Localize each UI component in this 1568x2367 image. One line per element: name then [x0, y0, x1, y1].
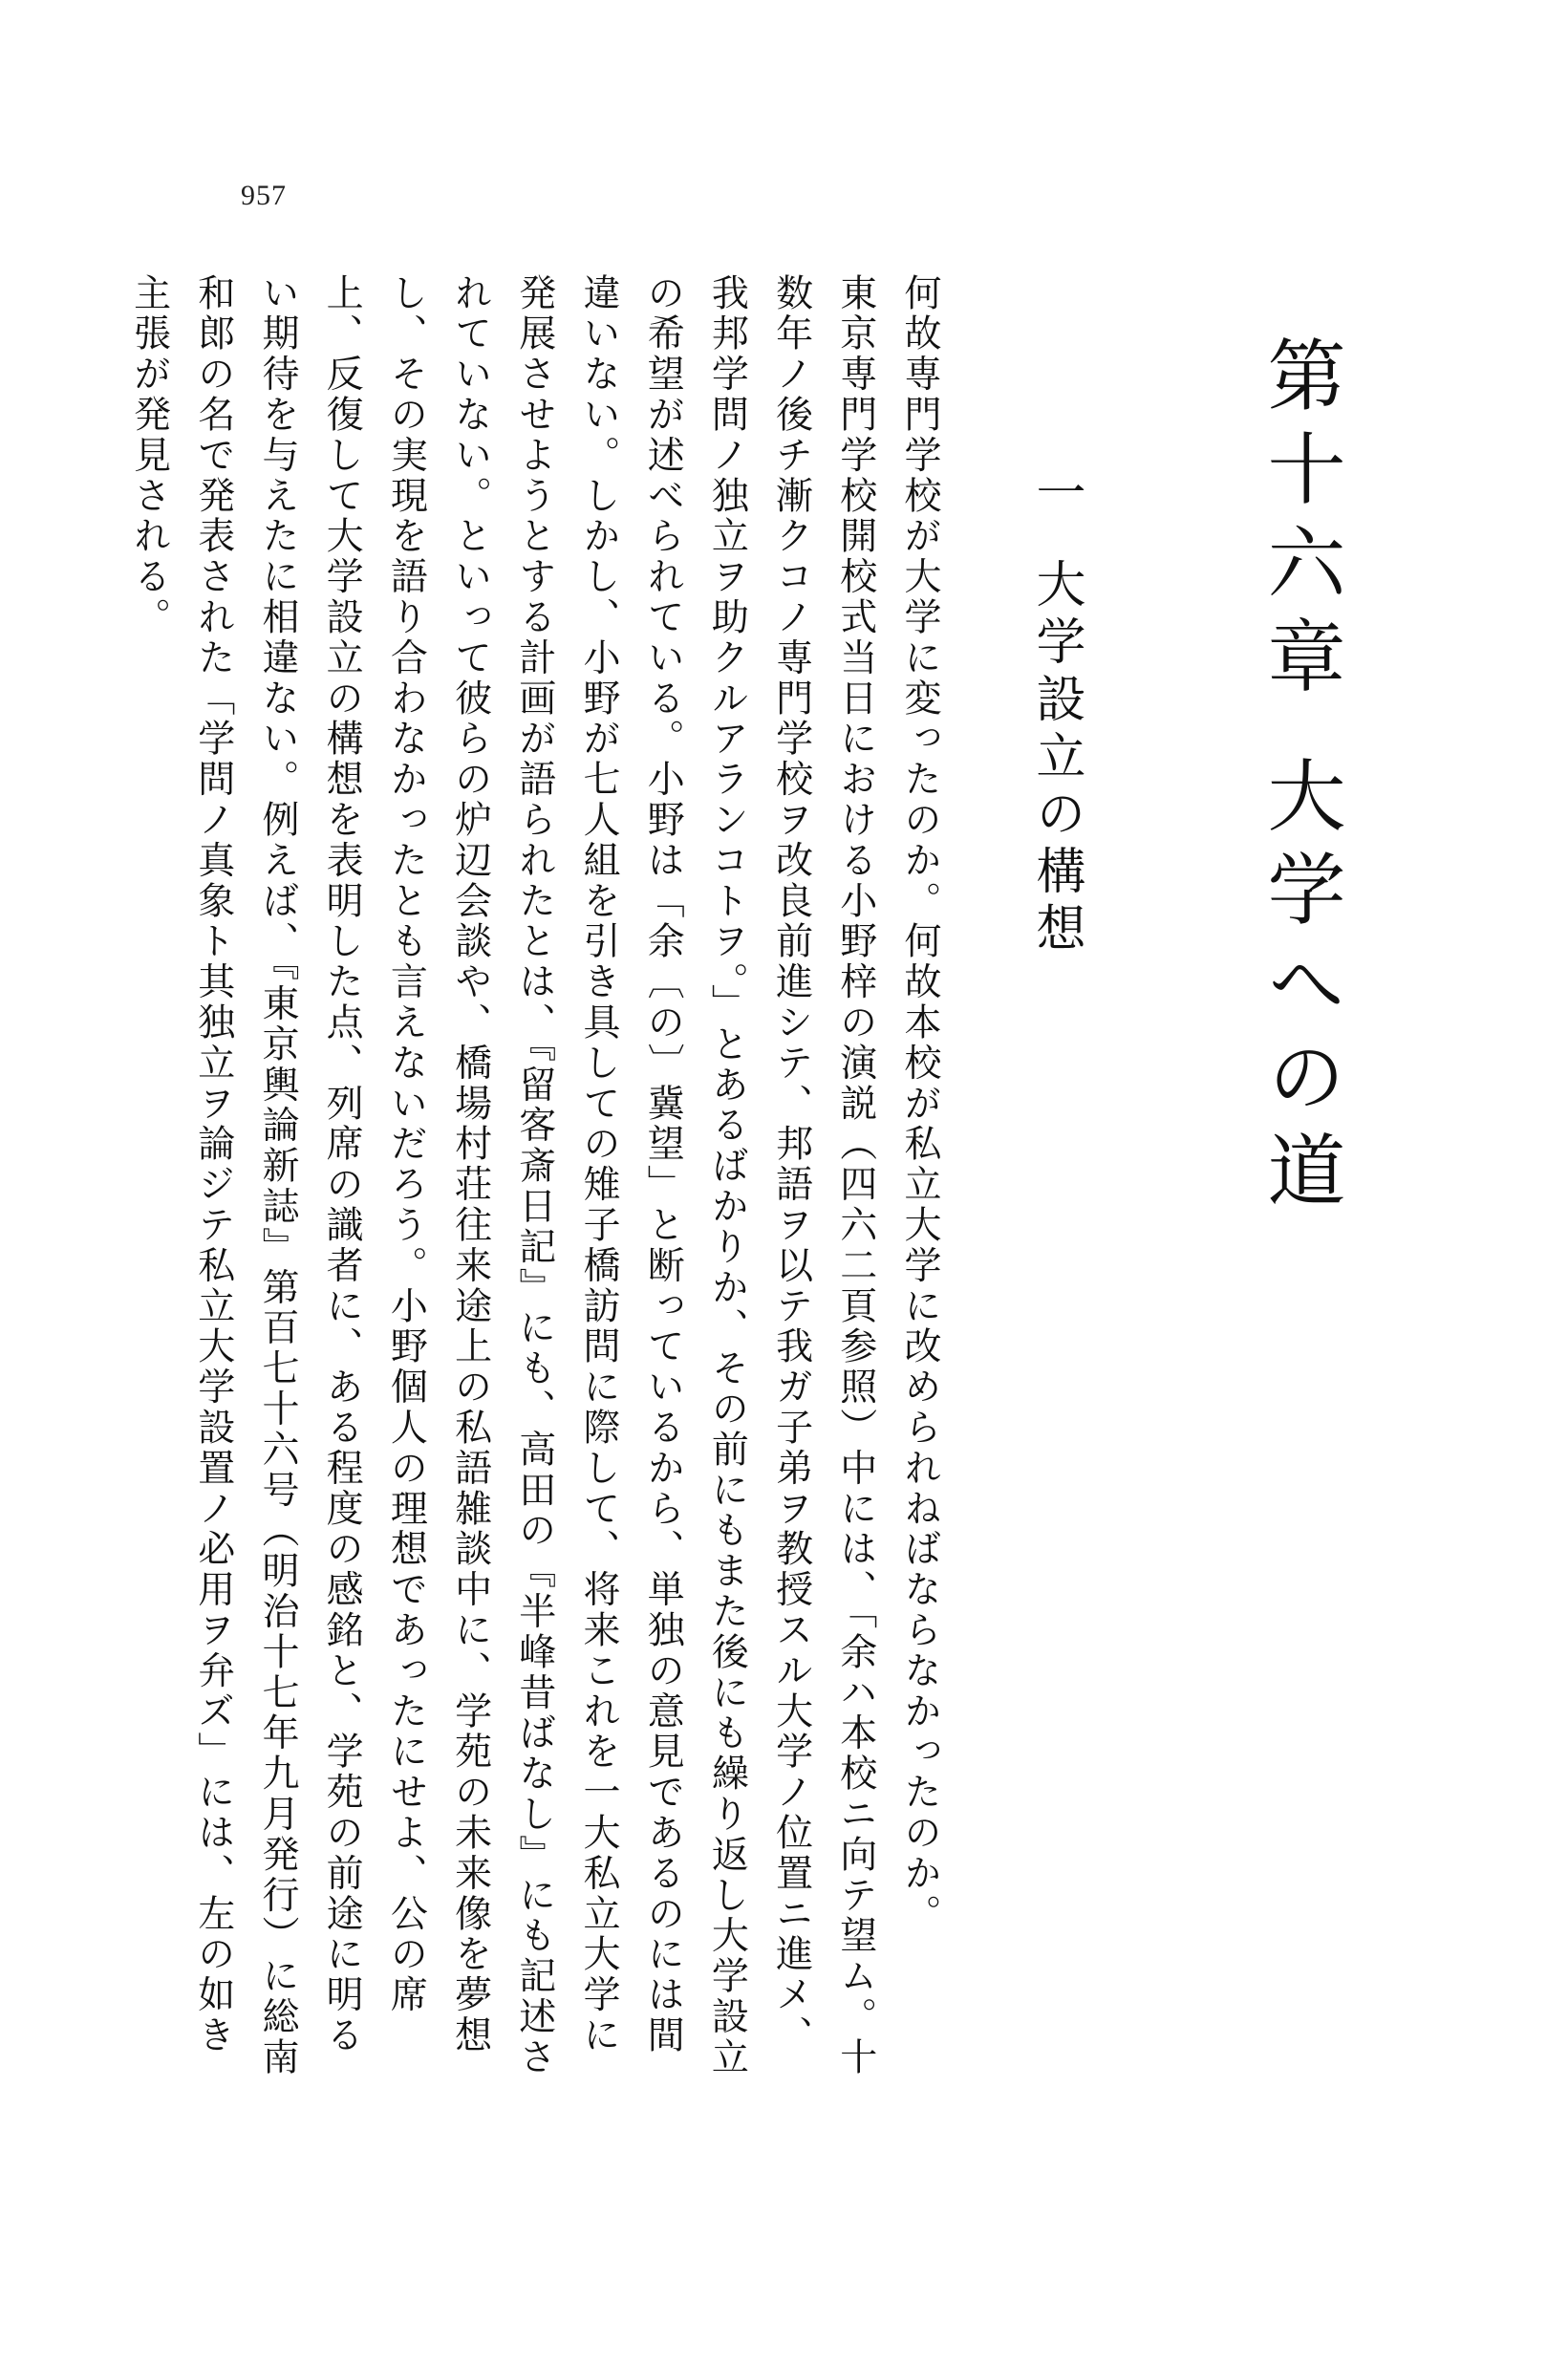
body-line: 輿論新誌』第百七十六号（明治十七年九月発行）に総南和郎の名で発表された「学問ノ真象ト其独立ヲ論ジテ私立大学	[191, 273, 299, 2078]
body-line: 設置ノ必用ヲ弁ズ」には、左の如き主張が発見される。	[127, 273, 235, 2056]
body-line: にも記述されていない。といって彼らの炉辺会談や、橋場村荘往来途上の私語雑談中に、学苑の未来像を夢想し、そ	[384, 273, 556, 2078]
body-line: トヲ。」とあるばかりか、その前にもまた後にも繰り返し大学設立の希望が述べられている。小野は「余〔の〕冀望」	[641, 273, 749, 2078]
body-line: 想を表明した点、列席の識者に、ある程度の感銘と、学苑の前途に明るい期待を与えたに相違ない。例えば、『東京	[255, 273, 364, 2056]
section-heading	[1013, 466, 1099, 963]
body-paragraph	[117, 273, 887, 2089]
body-line: の実現を語り合わなかったとも言えないだろう。小野個人の理想であったにせよ、公の席上、反復して大学設立の構	[320, 273, 428, 2016]
section-title: 大学設立の構想	[1027, 558, 1085, 959]
body-paragraph	[888, 273, 952, 2089]
body-line: コノ専門学校ヲ改良前進シテ、邦語ヲ以テ我ガ子弟ヲ教授スル大学ノ位置ニ進メ、我邦学問ノ独立ヲ助クルアランコ	[705, 273, 813, 2056]
body-text	[127, 273, 952, 2089]
chapter-heading	[1242, 334, 1357, 1223]
body-line: 何故専門学校が大学に変ったのか。何故本校が私立大学に改められねばならなかったのか。	[898, 273, 941, 1935]
body-line: と断っているから、単独の意見であるのには間違いない。しかし、小野が七人組を引き具しての雉子橋訪問に際して、	[576, 273, 685, 2056]
page-number: 957	[241, 180, 287, 211]
body-line: 将来これを一大私立大学に発展させようとする計画が語られたとは、『留客斎日記』にも、高田の『半峰昔ばなし』	[512, 273, 620, 2056]
chapter-title: 大学への道	[1255, 755, 1345, 1223]
chapter-label: 第十六章	[1255, 334, 1345, 709]
body-line: 東京専門学校開校式当日における小野梓の演説（四六二頁参照）中には、「余ハ本校ニ向テ望ム。十数年ノ後チ漸ク	[769, 273, 877, 2078]
section-number: 一	[1027, 466, 1085, 524]
